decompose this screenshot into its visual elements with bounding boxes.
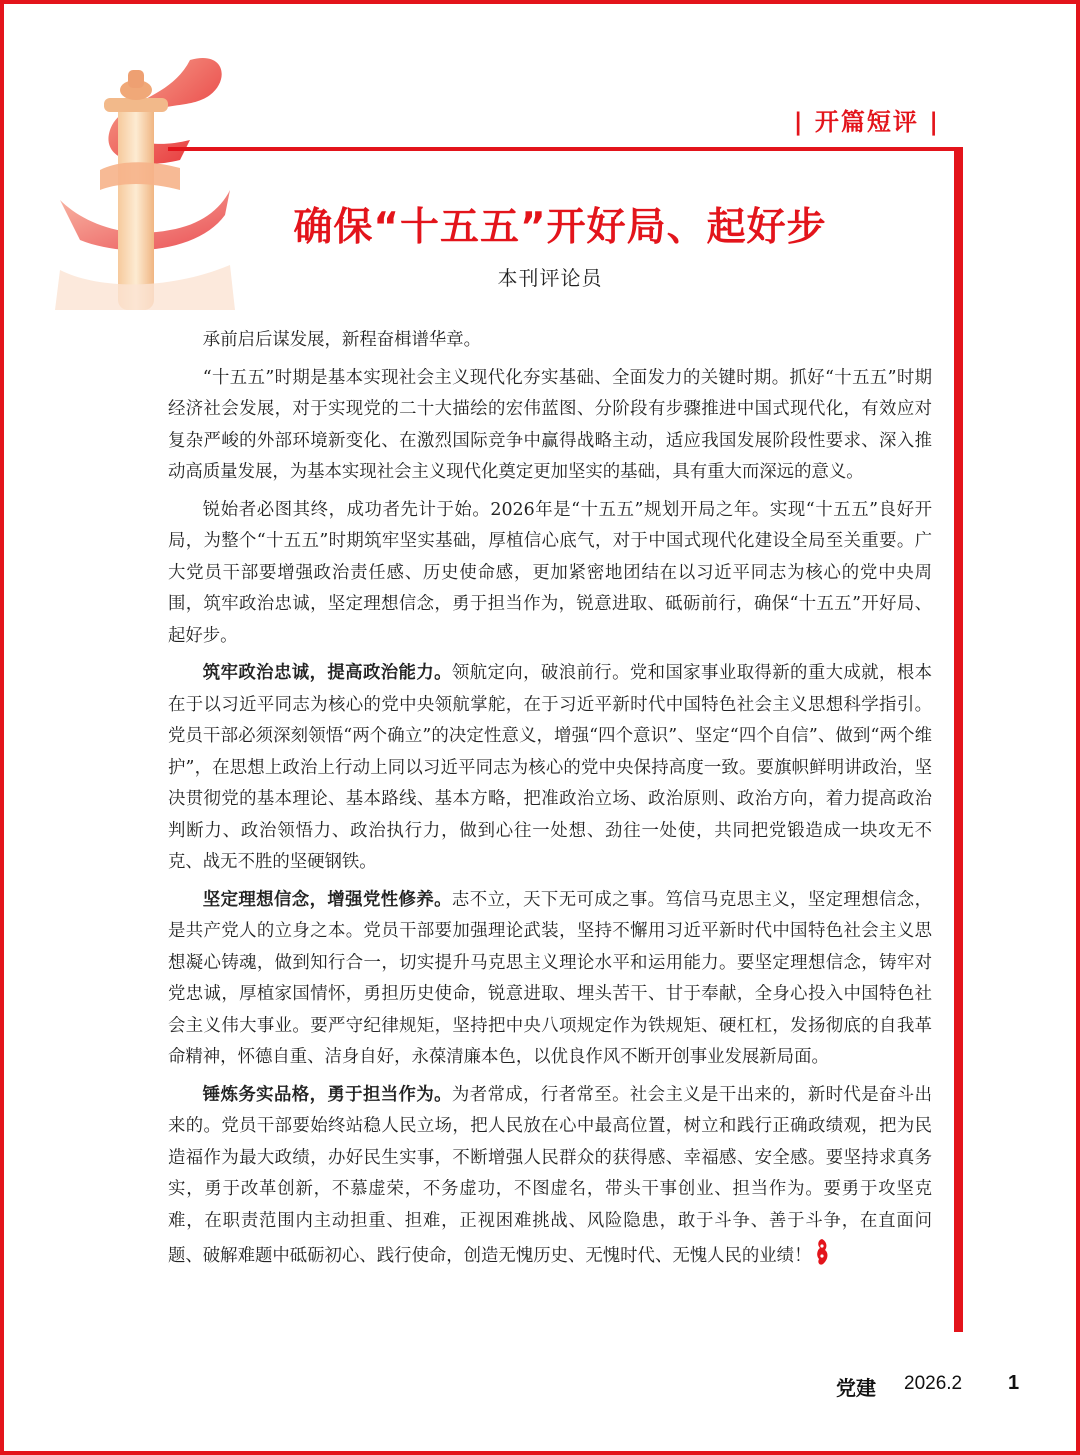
paragraph-text: 锐始者必图其终，成功者先计于始。2026年是“十五五”规划开局之年。实现“十五五”良好开局，为整个“十五五”时期筑牢坚实基础，厚植信心底气，对于中国式现代化建设全局至关重要。广大党员干部要增强政治责任感、历史使命感，更加紧密地团结在以习近平同志为核心的党中央周围，筑牢政治忠诚，坚定理想信念，勇于担当作为，锐意进取、砥砺前行，确保“十五五”开好局、起好步。: [168, 499, 932, 646]
article-author: 本刊评论员: [497, 266, 603, 290]
end-seal-icon: [814, 1237, 830, 1267]
paragraph-text: 承前启后谋发展，新程奋楫谱华章。: [202, 330, 482, 350]
huabiao-pillar-illustration: [40, 40, 240, 310]
issue-number: 2026.2: [904, 1373, 963, 1394]
paragraph-lead: 锤炼务实品格，勇于担当作为。: [202, 1084, 452, 1105]
paragraph: [168, 885, 932, 1074]
paragraph-text: 领航定向，破浪前行。党和国家事业取得新的重大成就，根本在于以习近平同志为核心的党中央领航掌舵，在于习近平新时代中国特色社会主义思想科学指引。党员干部必须深刻领悟“两个确立”的决定性意义，增强“四个意识”、坚定“四个自信”、做到“两个维护”，在思想上政治上行动上同以习近平同志为核心的党中央保持高度一致。要旗帜鲜明讲政治，坚决贯彻党的基本理论、基本路线、基本方略，把准政治立场、政治原则、政治方向，着力提高政治判断力、政治领悟力、政治执行力，做到心往一处想、劲往一处使，共同把党锻造成一块攻无不克、战无不胜的坚硬钢铁。: [168, 663, 932, 872]
paragraph: [168, 495, 932, 653]
right-red-bar: [954, 147, 963, 1332]
paragraph-lead: 筑牢政治忠诚，提高政治能力。: [202, 663, 452, 683]
paragraph-lead: 坚定理想信念，增强党性修养。: [202, 889, 452, 910]
paragraph: [168, 325, 932, 357]
article-body: [168, 325, 932, 1279]
paragraph: [168, 1080, 932, 1273]
paragraph: [168, 363, 932, 489]
article-title: 确保“十五五”开好局、起好步: [293, 205, 827, 250]
paragraph: [168, 658, 932, 879]
magazine-name: 党建: [836, 1376, 876, 1400]
paragraph-text: “十五五”时期是基本实现社会主义现代化夯实基础、全面发力的关键时期。抓好“十五五”时期经济社会发展，对于实现党的二十大描绘的宏伟蓝图、分阶段有步骤推进中国式现代化，有效应对复杂严峻的外部环境新变化、在激烈国际竞争中赢得战略主动，适应我国发展阶段性要求、深入推动高质量发展，为基本实现社会主义现代化奠定更加坚实的基础，具有重大而深远的意义。: [168, 367, 932, 482]
paragraph-text: 为者常成，行者常至。社会主义是干出来的，新时代是奋斗出来的。党员干部要始终站稳人民立场，把人民放在心中最高位置，树立和践行正确政绩观，把为民造福作为最大政绩，办好民生实事，不断增强人民群众的获得感、幸福感、安全感。要坚持求真务实，勇于改革创新，不慕虚荣，不务虚功，不图虚名，带头干事创业、担当作为。要勇于攻坚克难，在职责范围内主动担重、担难，正视困难挑战、风险隐患，敢于斗争、善于斗争，在直面问题、破解难题中砥砺初心、践行使命，创造无愧历史、无愧时代、无愧人民的业绩！: [168, 1084, 932, 1266]
section-label: | 开篇短评 |: [793, 108, 940, 136]
top-red-rule: [168, 147, 962, 151]
page-number: 1: [1008, 1372, 1020, 1394]
paragraph-text: 志不立，天下无可成之事。笃信马克思主义，坚定理想信念，是共产党人的立身之本。党员干部要加强理论武装，坚持不懈用习近平新时代中国特色社会主义思想凝心铸魂，做到知行合一，切实提升马克思主义理论水平和运用能力。要坚定理想信念，铸牢对党忠诚，厚植家国情怀，勇担历史使命，锐意进取、埋头苦干、甘于奉献，全身心投入中国特色社会主义伟大事业。要严守纪律规矩，坚持把中央八项规定作为铁规矩、硬杠杠，发扬彻底的自我革命精神，怀德自重、洁身自好，永葆清廉本色，以优良作风不断开创事业发展新局面。: [168, 889, 932, 1067]
